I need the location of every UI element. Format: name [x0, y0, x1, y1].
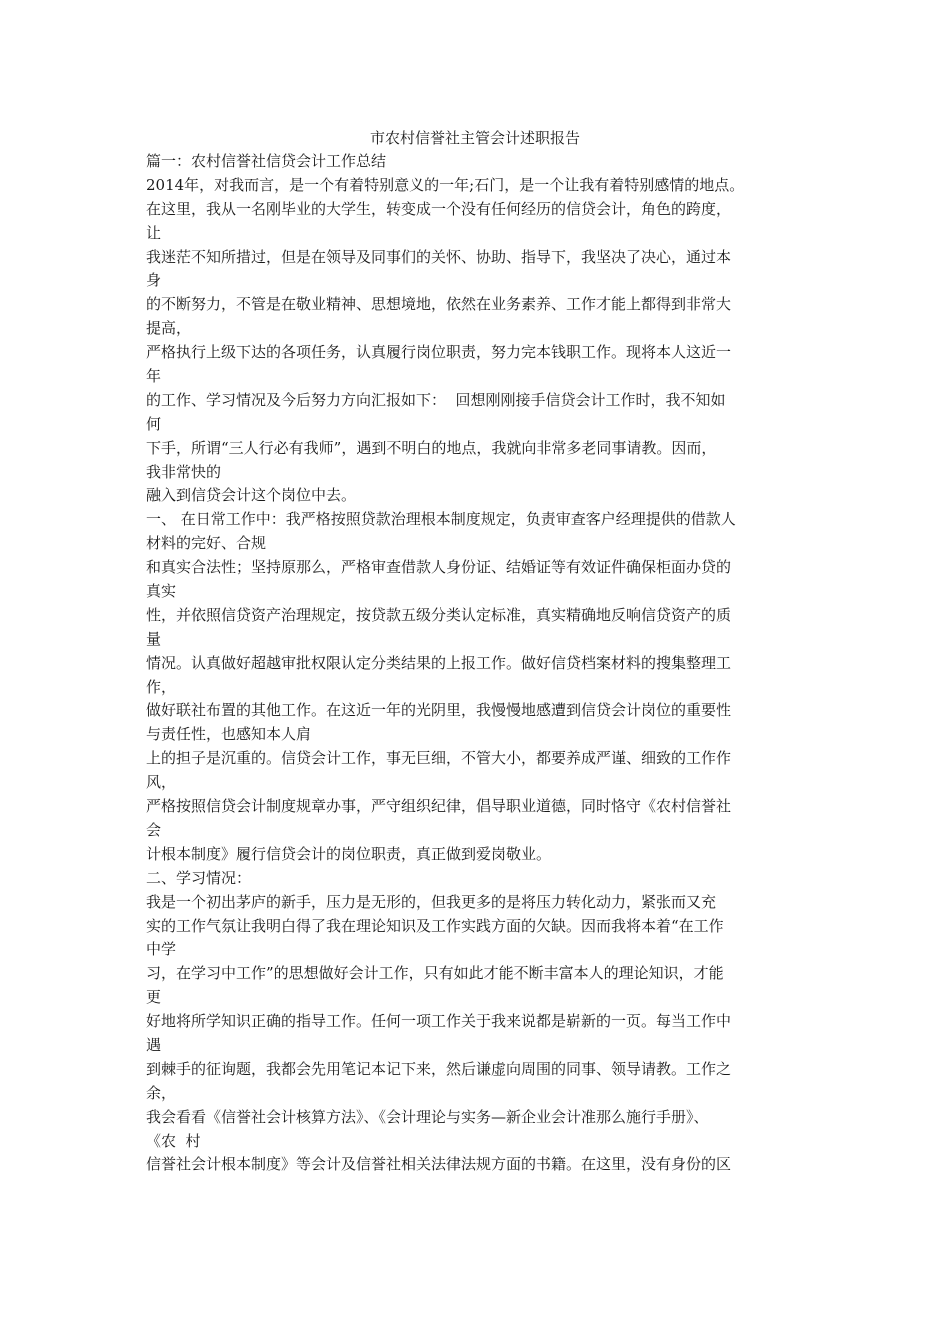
- document-line: 材料的完好、合规: [146, 534, 267, 553]
- document-line: 二、学习情况：: [146, 868, 252, 887]
- document-line: 到棘手的征询题，我都会先用笔记本记下来，然后谦虚向周围的同事、领导请教。工作之: [146, 1059, 732, 1078]
- document-line: 量: [146, 629, 162, 648]
- document-line: 提高，: [146, 319, 192, 338]
- document-line: 让: [146, 223, 162, 242]
- document-line: 年: [146, 367, 162, 386]
- document-line: 我非常快的: [146, 462, 222, 481]
- document-line: 上的担子是沉重的。信贷会计工作，事无巨细，不管大小，都要养成严谨、细致的工作作: [146, 749, 732, 768]
- document-line: 一、 在日常工作中：我严格按照贷款治理根本制度规定，负责审查客户经理提供的借款人: [146, 510, 736, 529]
- document-line: 严格按照信贷会计制度规章办事，严守组织纪律，倡导职业道德，同时恪守《农村信誉社: [146, 797, 732, 816]
- document-line: 身: [146, 271, 162, 290]
- document-line: 做好联社布置的其他工作。在这近一年的光阴里，我慢慢地感遭到信贷会计岗位的重要性: [146, 701, 732, 720]
- document-line: 严格执行上级下达的各项任务，认真履行岗位职责，努力完本钱职工作。现将本人这近一: [146, 343, 732, 362]
- document-line: 我是一个初出茅庐的新手，压力是无形的，但我更多的是将压力转化动力，紧张而又充: [146, 892, 717, 911]
- document-line: 真实: [146, 582, 177, 601]
- document-line: 习，在学习中工作”的思想做好会计工作，只有如此才能不断丰富本人的理论知识，才能: [146, 964, 724, 983]
- document-line: 情况。认真做好超越审批权限认定分类结果的上报工作。做好信贷档案材料的搜集整理工: [146, 653, 732, 672]
- document-line: 好地将所学知识正确的指导工作。任何一项工作关于我来说都是崭新的一页。每当工作中: [146, 1012, 732, 1031]
- document-line: 篇一：农村信誉社信贷会计工作总结: [146, 152, 387, 170]
- document-body: [146, 150, 810, 1177]
- document-line: 我迷茫不知所措过，但是在领导及同事们的关怀、协助、指导下，我坚决了决心，通过本: [146, 247, 732, 266]
- document-line: 性，并依照信贷资产治理规定，按贷款五级分类认定标准，真实精确地反响信贷资产的质: [146, 605, 732, 624]
- document-line: 信誉社会计根本制度》等会计及信誉社相关法律法规方面的书籍。在这里，没有身份的区: [146, 1155, 732, 1174]
- document-line: 2014年，对我而言，是一个有着特别意义的一年;石门，是一个让我有着特别感情的地点。: [146, 175, 745, 194]
- document-line: 风，: [146, 773, 177, 792]
- document-line: 与责任性，也感知本人肩: [146, 725, 312, 744]
- document-line: 中学: [146, 940, 177, 959]
- document-line: 在这里，我从一名刚毕业的大学生，转变成一个没有任何经历的信贷会计，角色的跨度，: [146, 199, 732, 218]
- document-line: 何: [146, 414, 162, 433]
- document-line: 作，: [146, 677, 177, 696]
- document-line: 遇: [146, 1035, 162, 1054]
- document-line: 会: [146, 820, 162, 839]
- document-line: 余，: [146, 1083, 177, 1102]
- document-title: 市农村信誉社主管会计述职报告: [369, 129, 580, 147]
- document-line: 的不断努力，不管是在敬业精神、思想境地，依然在业务素养、工作才能上都得到非常大: [146, 295, 732, 314]
- document-line: 我会看看《信誉社会计核算方法》、《会计理论与实务—新企业会计准那么施行手册》、: [146, 1107, 709, 1126]
- document-line: 融入到信贷会计这个岗位中去。: [146, 486, 357, 505]
- document-line: 实的工作气氛让我明白得了我在理论知识及工作实践方面的欠缺。因而我将本着“在工作: [146, 916, 724, 935]
- document-line: 《农 村: [146, 1131, 201, 1150]
- document-line: 下手，所谓“三人行必有我师”，遇到不明白的地点，我就向非常多老同事请教。因而，: [146, 438, 717, 457]
- document-line: 更: [146, 988, 162, 1007]
- document-line: 和真实合法性；坚持原那么，严格审查借款人身份证、结婚证等有效证件确保柜面办贷的: [146, 558, 732, 577]
- document-line: 计根本制度》履行信贷会计的岗位职责，真正做到爱岗敬业。: [146, 844, 552, 863]
- document-line: 的工作、学习情况及今后努力方向汇报如下： 回想刚刚接手信贷会计工作时，我不知如: [146, 390, 726, 409]
